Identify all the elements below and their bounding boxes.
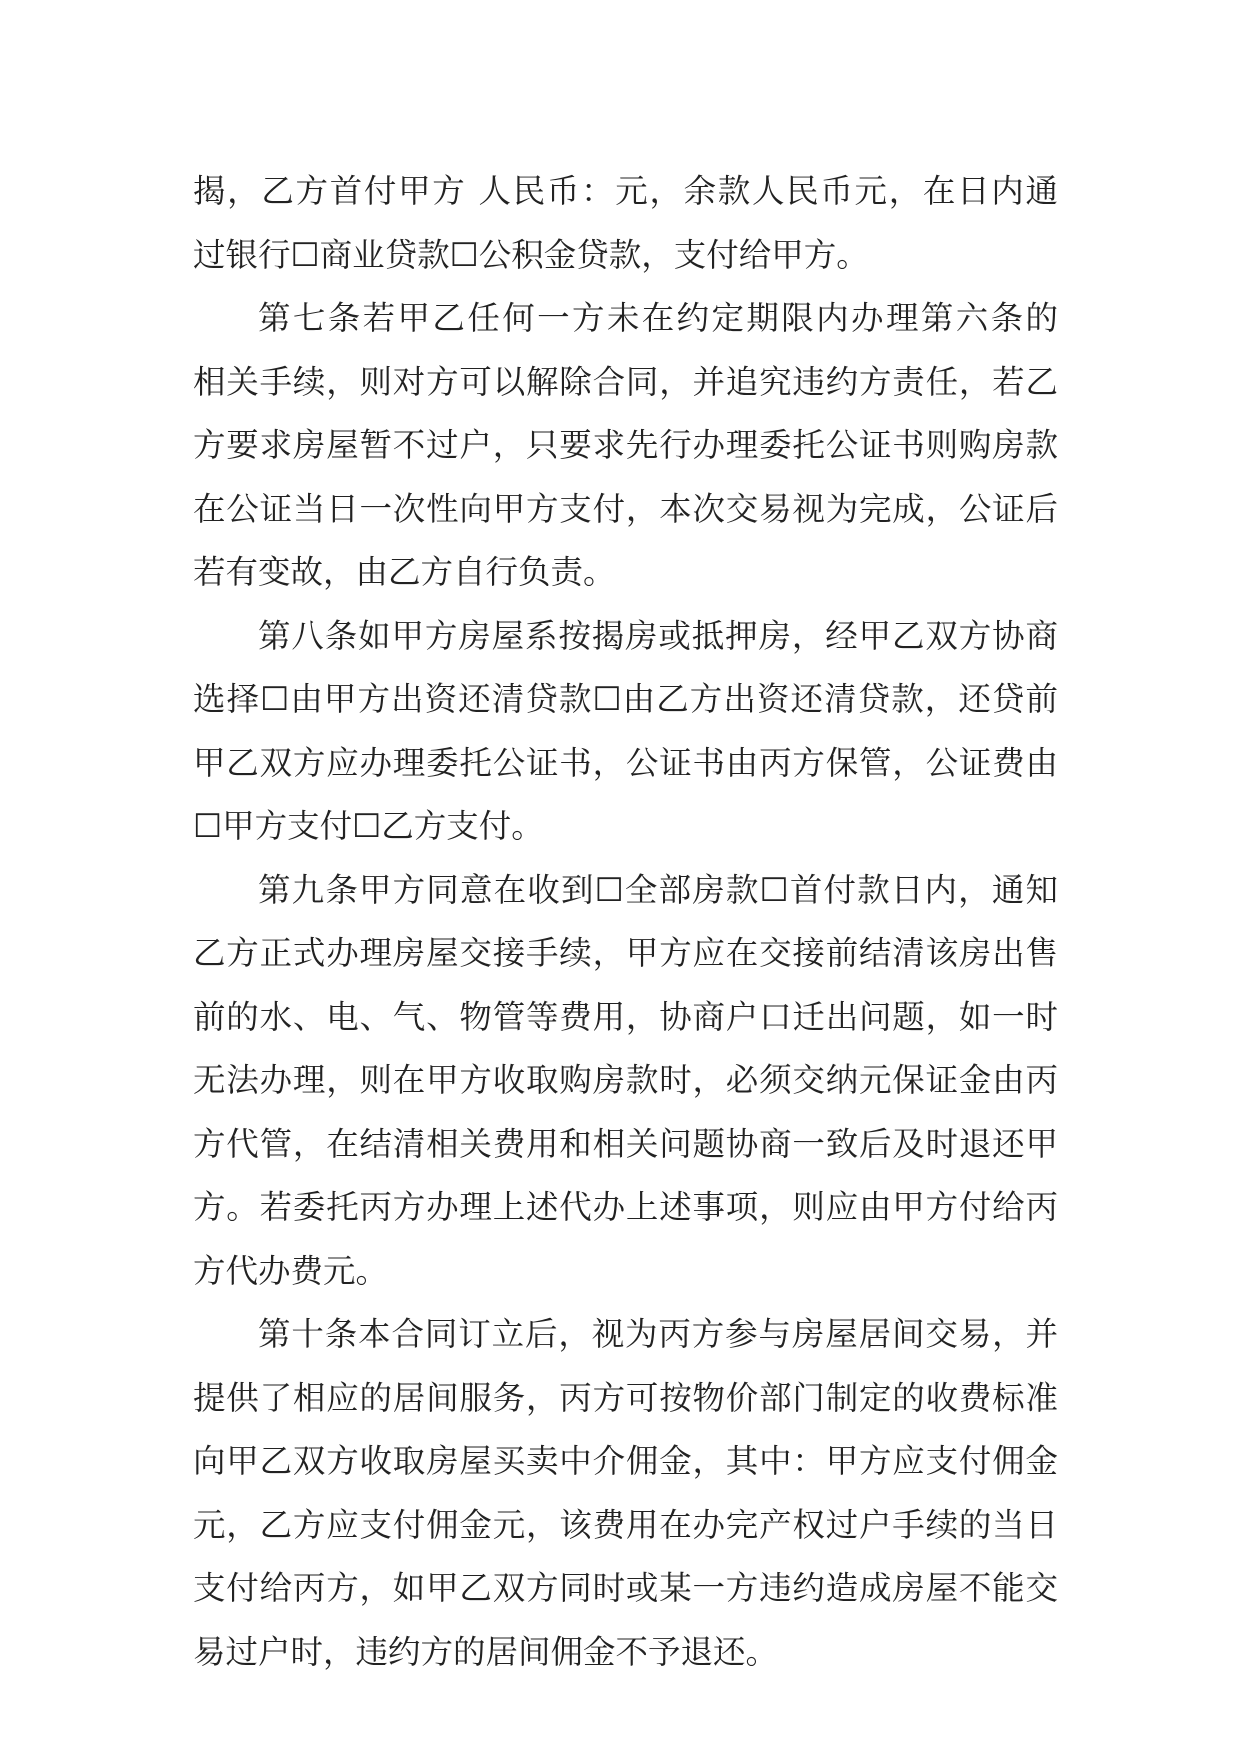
text-line: 无法办理，则在甲方收取购房款时，必须交纳元保证金由丙 <box>193 1061 1058 1099</box>
text-line: 支付给丙方，如甲乙双方同时或某一方违约造成房屋不能交 <box>193 1569 1058 1607</box>
text-line: 若有变故，由乙方自行负责。 <box>193 553 616 591</box>
text-line: 元，乙方应支付佣金元，该费用在办完产权过户手续的当日 <box>193 1505 1058 1544</box>
text-line: 揭，乙方首付甲方 人民币：元，余款人民币元，在日内通 <box>193 172 1058 210</box>
clause-10-start: 第十条本合同订立后，视为丙方参与房屋居间交易，并 <box>258 1315 1058 1353</box>
text-line: 在公证当日一次性向甲方支付，本次交易视为完成，公证后 <box>193 489 1058 528</box>
text-line: 方要求房屋暂不过户，只要求先行办理委托公证书则购房款 <box>193 426 1058 464</box>
text-line: 方代管，在结清相关费用和相关问题协商一致后及时退还甲 <box>193 1124 1058 1163</box>
text-line: 提供了相应的居间服务，丙方可按物价部门制定的收费标准 <box>193 1378 1058 1417</box>
text-line: 甲乙双方应办理委托公证书，公证书由丙方保管，公证费由 <box>193 743 1058 782</box>
clause-7-start: 第七条若甲乙任何一方未在约定期限内办理第六条的 <box>258 299 1058 337</box>
text-line: 相关手续，则对方可以解除合同，并追究违约方责任，若乙 <box>193 362 1058 401</box>
text-line: ☐甲方支付☐乙方支付。 <box>193 807 544 845</box>
text-line: 乙方正式办理房屋交接手续，甲方应在交接前结清该房出售 <box>193 934 1058 972</box>
text-line: 选择☐由甲方出资还清贷款☐由乙方出资还清贷款，还贷前 <box>193 680 1058 718</box>
text-line: 向甲乙双方收取房屋买卖中介佣金，其中：甲方应支付佣金 <box>193 1442 1058 1480</box>
clause-9-start: 第九条甲方同意在收到☐全部房款☐首付款日内，通知 <box>258 870 1058 909</box>
text-line: 易过户时，违约方的居间佣金不予退还。 <box>193 1632 779 1671</box>
contract-body-text <box>193 160 1058 1684</box>
clause-8-start: 第八条如甲方房屋系按揭房或抵押房，经甲乙双方协商 <box>258 616 1058 655</box>
text-line: 方代办费元。 <box>193 1251 389 1290</box>
text-line: 过银行☐商业贷款☐公积金贷款，支付给甲方。 <box>193 235 869 274</box>
text-line: 前的水、电、气、物管等费用，协商户口迁出问题，如一时 <box>193 997 1058 1036</box>
text-line: 方。若委托丙方办理上述代办上述事项，则应由甲方付给丙 <box>193 1188 1058 1226</box>
